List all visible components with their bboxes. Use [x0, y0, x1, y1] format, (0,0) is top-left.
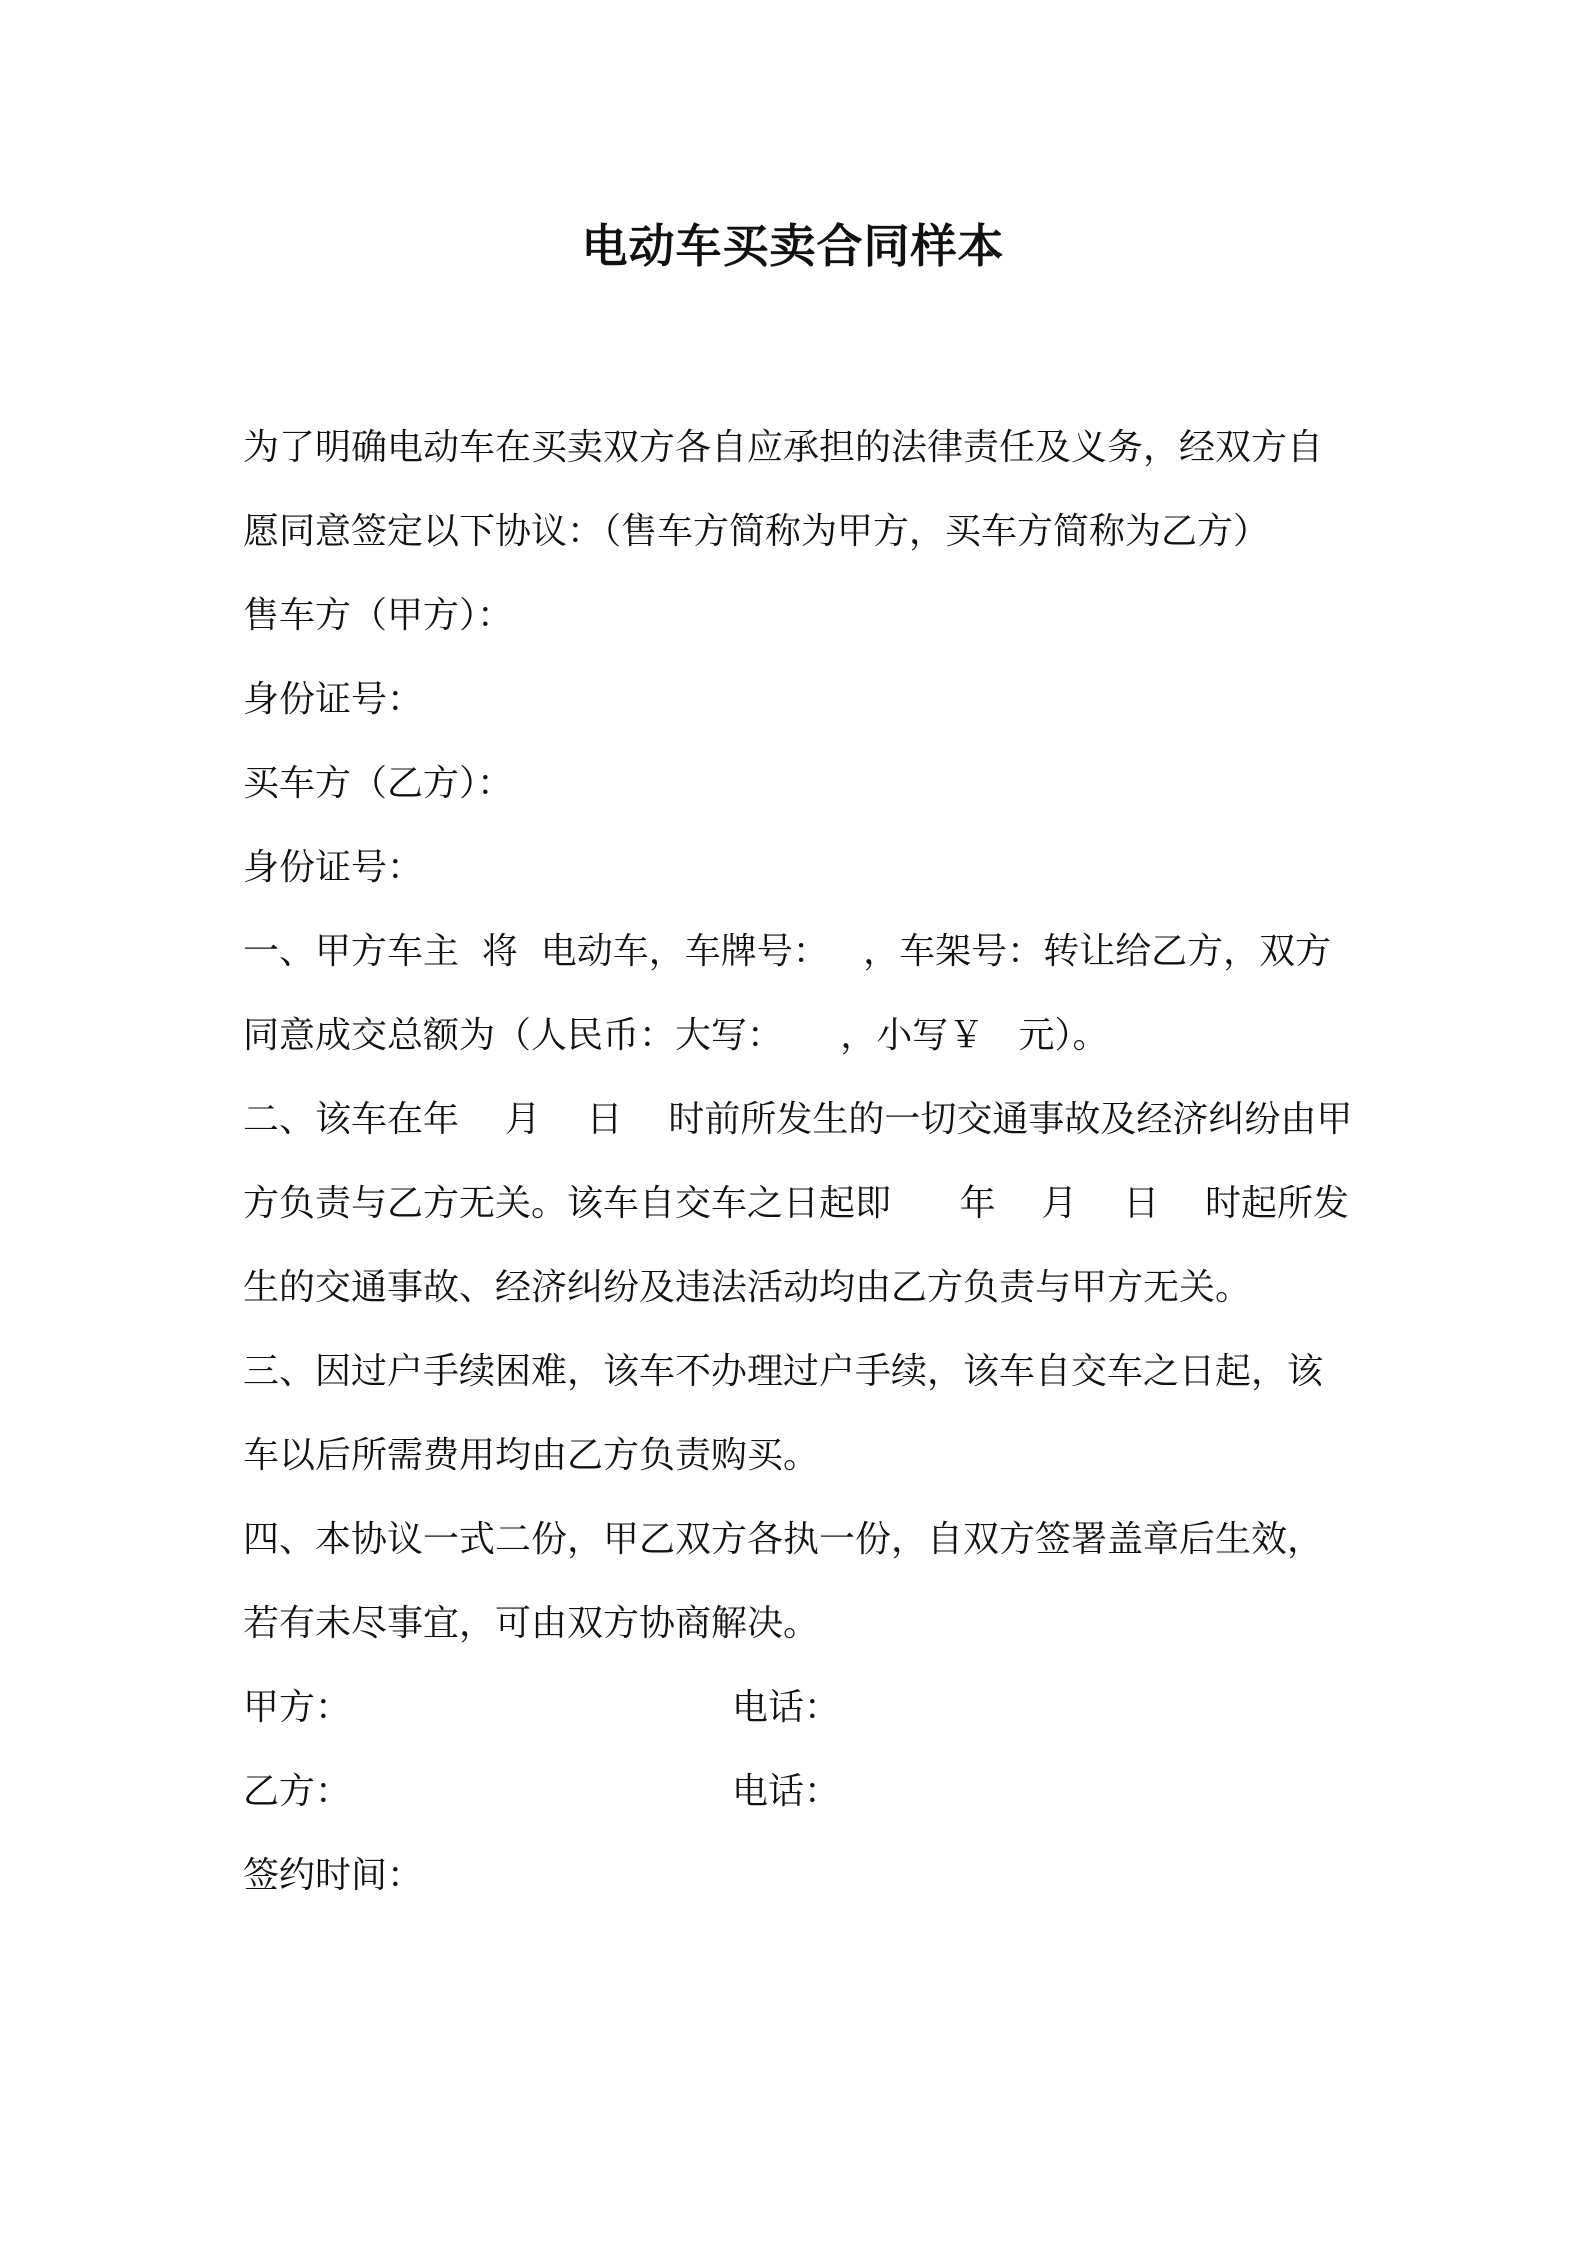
clause-2-line-2: 方负责与乙方无关。该车自交车之日起即 年 月 日 时起所发 — [243, 1183, 1349, 1224]
party-a-row — [243, 1666, 1358, 1750]
phone-a-label: 电话： — [732, 1687, 841, 1728]
clause-2-line-1: 二、该车在年 月 日 时前所发生的一切交通事故及经济纠纷由甲 — [243, 1099, 1353, 1140]
seller-label: 售车方（甲方）： — [243, 595, 514, 636]
buyer-label: 买车方（乙方）： — [243, 763, 514, 804]
document-title: 电动车买卖合同样本 — [581, 219, 1005, 273]
buyer-id-label: 身份证号： — [243, 847, 424, 888]
clause-4-line-2: 若有未尽事宜，可由双方协商解决。 — [243, 1603, 820, 1644]
phone-b-label: 电话： — [732, 1771, 841, 1812]
clause-1-line-1: 一、甲方车主 将 电动车，车牌号： ，车架号：转让给乙方，双方 — [243, 931, 1332, 972]
clause-3-line-1: 三、因过户手续困难，该车不办理过户手续，该车自交车之日起，该 — [243, 1351, 1324, 1392]
party-b-label: 乙方： — [243, 1771, 352, 1812]
clause-2-line-3: 生的交通事故、经济纠纷及违法活动均由乙方负责与甲方无关。 — [243, 1267, 1252, 1308]
intro-line-1: 为了明确电动车在买卖双方各自应承担的法律责任及义务，经双方自 — [243, 427, 1324, 468]
party-a-label: 甲方： — [243, 1687, 352, 1728]
clause-4-line-1: 四、本协议一式二份，甲乙双方各执一份，自双方签署盖章后生效， — [243, 1519, 1324, 1560]
party-b-row — [243, 1750, 1358, 1834]
seller-id-label: 身份证号： — [243, 679, 424, 720]
document-body — [243, 406, 1358, 1918]
intro-line-2: 愿同意签定以下协议：（售车方简称为甲方，买车方简称为乙方） — [243, 511, 1270, 552]
clause-3-line-2: 车以后所需费用均由乙方负责购买。 — [243, 1435, 820, 1476]
clause-1-line-2: 同意成交总额为（人民币：大写： ，小写￥ 元）。 — [243, 1015, 1109, 1056]
sign-date-label: 签约时间： — [243, 1855, 424, 1896]
